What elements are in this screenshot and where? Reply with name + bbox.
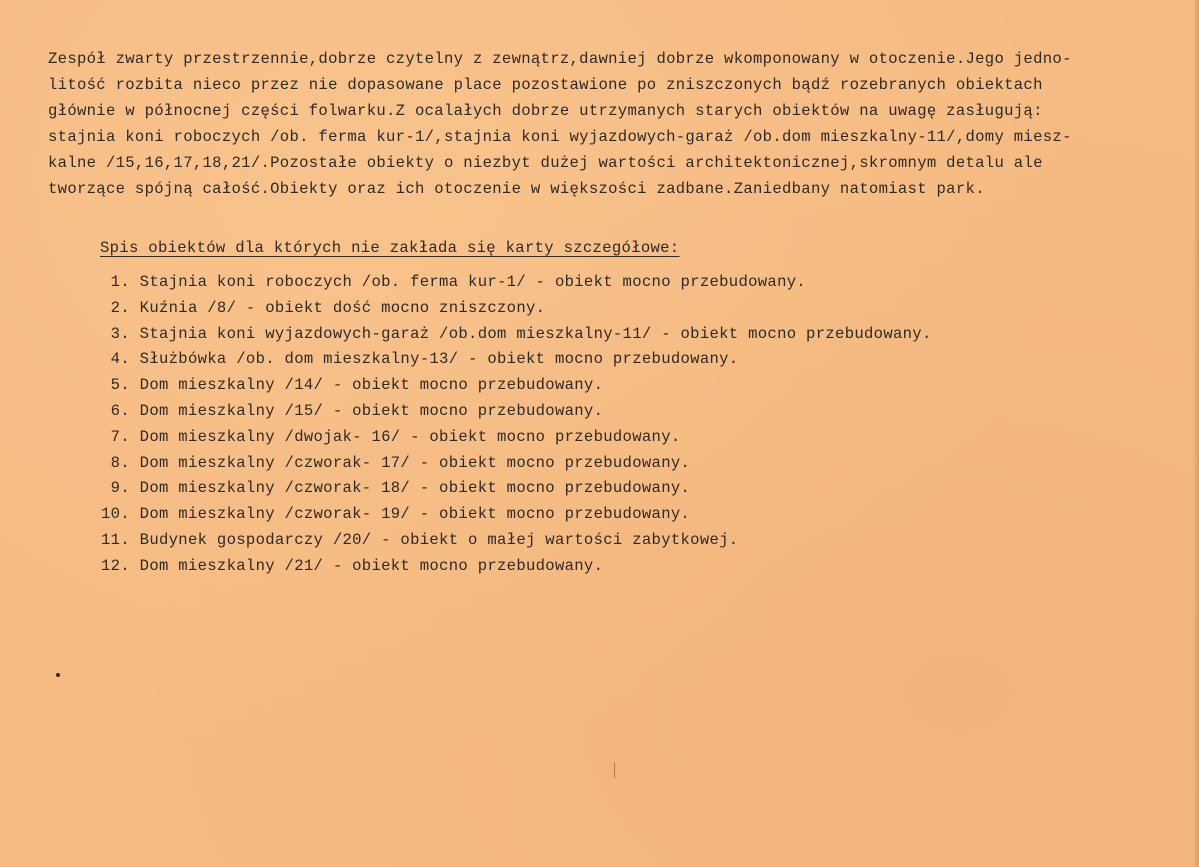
list-item (88, 451, 932, 477)
list-item-text: Kuźnia /8/ - obiekt dość mocno zniszczony. (139, 298, 546, 317)
list-item (88, 322, 932, 348)
intro-line: Zespół zwarty przestrzennie,dobrze czytelny z zewnątrz,dawniej dobrze wkomponowany w otoczenie.Jego jedno- (48, 50, 1072, 68)
list-item-number: 6. (110, 401, 130, 420)
intro-line: kalne /15,16,17,18,21/.Pozostałe obiekty o niezbyt dużej wartości architektonicznej,skromnym detalu ale (48, 154, 1043, 172)
list-item-text: Dom mieszkalny /czworak- 17/ - obiekt mocno przebudowany. (139, 453, 691, 472)
list-item-text: Dom mieszkalny /czworak- 19/ - obiekt mocno przebudowany. (139, 505, 691, 524)
list-item (88, 554, 932, 580)
list-item-text: Stajnia koni roboczych /ob. ferma kur-1/ - obiekt mocno przebudowany. (139, 273, 807, 291)
list-item-text: Stajnia koni wyjazdowych-garaż /ob.dom mieszkalny-11/ - obiekt mocno przebudowany. (139, 324, 932, 343)
list-item (88, 373, 932, 399)
intro-line: litość rozbita nieco przez nie dopasowane place pozostawione po zniszczonych bądź rozebranych obiektach (48, 76, 1043, 94)
intro-line: tworzące spójną całość.Obiekty oraz ich otoczenie w większości zadbane.Zaniedbany natomiast park. (48, 180, 985, 198)
list-item (88, 476, 932, 502)
list-item-number: 11. (101, 530, 130, 549)
object-list (88, 270, 932, 580)
list-item-number: 12. (101, 556, 130, 575)
list-item-number: 5. (110, 376, 130, 395)
intro-line: stajnia koni roboczych /ob. ferma kur-1/,stajnia koni wyjazdowych-garaż /ob.dom mieszkalny-11/,domy miesz- (48, 128, 1072, 146)
list-item (88, 502, 932, 528)
list-item (88, 270, 932, 296)
list-item-number: 4. (110, 350, 130, 369)
intro-paragraph (48, 46, 1168, 202)
list-item-text: Budynek gospodarczy /20/ - obiekt o małej wartości zabytkowej. (139, 530, 739, 549)
list-item (88, 425, 932, 451)
list-item-number: 10. (101, 505, 130, 524)
ink-speck (56, 673, 60, 677)
list-item-text: Dom mieszkalny /14/ - obiekt mocno przebudowany. (139, 376, 604, 395)
list-item-text: Dom mieszkalny /dwojak- 16/ - obiekt mocno przebudowany. (139, 427, 681, 446)
list-item-number: 1. (110, 273, 130, 291)
list-item-number: 8. (110, 453, 130, 472)
list-item-number: 7. (110, 427, 130, 446)
list-heading: Spis obiektów dla których nie zakłada się karty szczegółowe: (100, 239, 680, 257)
list-item-text: Dom mieszkalny /czworak- 18/ - obiekt mocno przebudowany. (139, 479, 691, 498)
list-item-text: Dom mieszkalny /15/ - obiekt mocno przebudowany. (139, 401, 604, 420)
list-item-number: 2. (110, 298, 130, 317)
paper-edge-shadow (1193, 0, 1199, 867)
list-item-number: 3. (110, 324, 130, 343)
list-item-number: 9. (110, 479, 130, 498)
list-item (88, 399, 932, 425)
list-item-text: Dom mieszkalny /21/ - obiekt mocno przebudowany. (139, 556, 604, 575)
paper-mark (614, 762, 615, 778)
intro-line: głównie w północnej części folwarku.Z ocalałych dobrze utrzymanych starych obiektów na uwagę zasługują: (48, 102, 1043, 120)
list-item (88, 347, 932, 373)
list-item-text: Służbówka /ob. dom mieszkalny-13/ - obiekt mocno przebudowany. (139, 350, 739, 369)
list-item (88, 528, 932, 554)
list-item (88, 296, 932, 322)
